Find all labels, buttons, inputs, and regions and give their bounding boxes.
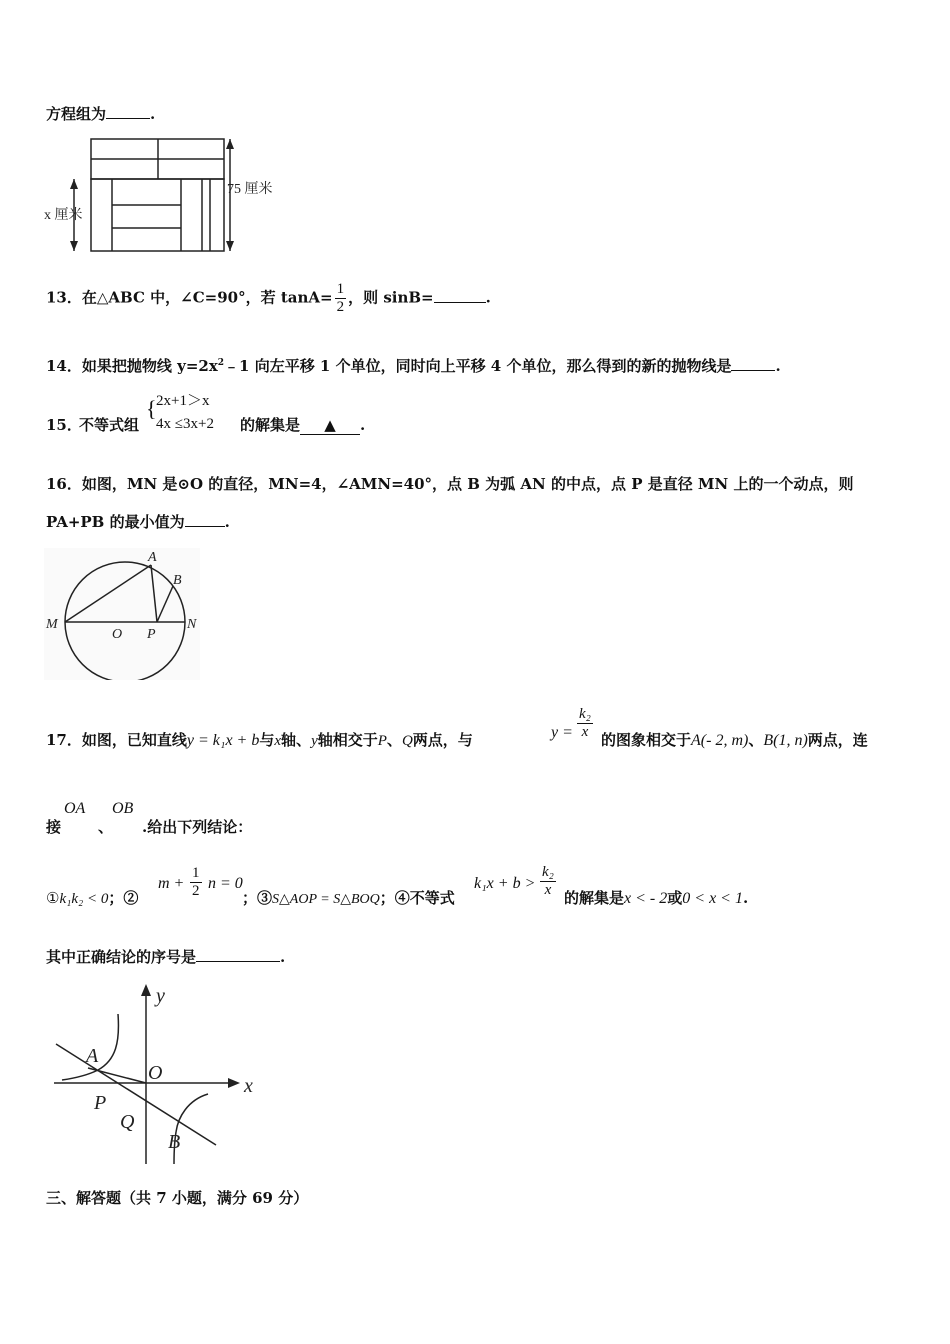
label-a: A [86,1045,99,1067]
q17-number: 17． [46,731,82,749]
shelf-bottom-box [91,179,224,251]
q17-c4-num: k₂ [542,864,554,880]
q17-c4-solution [564,887,748,908]
q16-circle-figure [44,548,200,680]
dim-75-arrow-top [226,139,234,149]
q13-frac-num: 1 [336,281,345,297]
q17-c4-mark: ④不等式 [394,889,455,907]
q15-tail [240,414,365,435]
q14-number: 14． [46,357,82,375]
q15-inequality-2: 4x ≤3x+2 [156,416,214,432]
q13-line [46,281,491,316]
label-b: B [173,573,182,588]
q17-c2-b: n = 0 [208,875,243,892]
q16-line-2 [46,511,230,532]
q15-text-a: 不等式组 [79,416,140,434]
q16-text-2: PA+PB 的最小值为 [46,513,185,531]
label-m: M [46,617,58,632]
q15-blank [300,416,360,435]
q17-semi-3: ； [379,889,395,907]
q17-c2-fraction [190,865,202,900]
q13-text-b: ，则 sinB= [348,288,434,307]
q12-tail-text: 方程组为 [46,105,107,123]
q17-c4-or: 或 [667,889,683,907]
q17-point-a: A(- 2, m) [691,732,749,749]
q17-sep-1: 、 [386,731,402,749]
q17-line-equation: y = k₁x + b [186,732,260,749]
q17-semi-2: ； [242,889,258,907]
q17-ask-end: . [280,948,286,966]
label-y: y [156,985,165,1007]
label-q: Q [120,1111,135,1133]
q17-text-1: 如图，已知直线 [81,731,187,749]
label-p: P [147,627,156,642]
answer-blank [731,369,775,371]
q15-number: 15． [46,416,82,434]
q17-c2-a: m + [158,875,185,892]
q17-sep-2: 、 [748,731,764,749]
answer-blank [185,525,225,527]
q16-line-1 [46,473,853,494]
y-axis-arrow [141,984,151,996]
q17-text-2: 与 [259,731,275,749]
label-x: x [244,1075,253,1097]
label-o: O [148,1062,163,1084]
q17-c4-lhs: k₁x + b > [474,875,536,892]
q17-hyper-num: k₂ [579,706,591,722]
q14-superscript: 2 [217,358,225,368]
q17-hyper-fraction [577,706,593,741]
q17-text-7: 两点，连 [807,731,868,749]
figure-bg [44,548,200,680]
section-3-title: 三、解答题（共 7 小题，满分 69 分） [46,1189,309,1207]
label-p: P [94,1092,107,1114]
q15-end: . [360,416,366,434]
q13-fraction [335,281,347,316]
q14-line [46,355,781,376]
q17-c1-mark: ① [46,891,60,907]
q17-graph-figure [48,982,268,1168]
q12-shelf-figure [44,133,294,255]
q17-c4-b: 的解集是 [564,889,625,907]
q13-frac-den: 2 [336,299,345,315]
q17-c4-end: . [742,889,749,907]
q17-c2-mark: ② [123,889,139,907]
q17-ask-text: 其中正确结论的序号是 [46,948,197,966]
label-b: B [168,1131,181,1153]
q17-ask-line [46,946,285,967]
q14-end: . [775,357,781,375]
q17-c1 [46,887,138,908]
q15-brace: { [146,396,157,421]
q17-text-5: 两点，与 [412,731,473,749]
q17-p-var: P [377,733,387,749]
q15-inequality-1: 2x+1＞x [156,393,210,409]
q17-oa: OA [64,800,86,817]
q16-end: . [224,513,230,531]
q17-semi-1: ； [108,889,124,907]
q17-text-3: 轴、 [281,731,312,749]
q17-line2-b: .给出下列结论： [142,818,253,836]
q14-text-b: ﹣1 向左平移 1 个单位，同时向上平移 4 个单位，那么得到的新的抛物线是 [224,357,732,375]
q17-c3-mark: ③ [257,889,273,907]
q17-c4-sol2: 0 < x < 1 [682,890,743,907]
answer-blank [196,960,280,962]
q17-c3-text: S△AOP = S△BOQ [272,892,380,907]
dim-x-arrow-bottom [70,241,78,251]
q17-c2-frac-den: 2 [192,883,200,899]
q17-c3 [242,887,455,908]
q17-point-b: B(1, n) [763,732,808,749]
q17-text-6: 的图象相交于 [601,731,692,749]
q14-text-a: 如果把抛物线 y=2x [81,357,218,375]
q17-sep-3: 、 [98,818,114,836]
q17-c4-sol1: x < - 2 [624,890,668,907]
q17-c1-text: k₁k₂ < 0 [59,891,109,907]
section-3-heading [46,1187,308,1208]
label-a: A [148,550,157,565]
label-x-cm: x 厘米 [44,208,83,223]
label-o: O [112,627,123,642]
line-k1 [56,1044,216,1145]
answer-blank [434,301,486,303]
q17-y-var: y [311,733,318,749]
q13-number: 13． [46,288,82,307]
label-n: N [187,617,197,632]
q13-end: . [485,288,491,307]
q12-end: . [150,105,156,123]
q17-part-a [46,729,473,750]
label-75cm: 75 厘米 [227,182,273,197]
dim-x-arrow-top [70,179,78,189]
q15-triangle-mark: ▲ [324,416,336,434]
x-axis-arrow [228,1078,240,1088]
q17-hyper-den: x [581,724,589,740]
q16-number: 16． [46,475,82,493]
answer-blank [106,117,150,119]
q17-hyper-lhs: y = [551,724,573,741]
q17-line2-a: 接 [46,818,62,836]
q17-q-var: Q [401,733,413,749]
q16-text-1: 如图，MN 是⊙O 的直径，MN=4，∠AMN=40°，点 B 为弧 AN 的中点，点 P 是直径 MN 上的一个动点，则 [81,475,854,493]
q17-text-4: 轴相交于 [317,731,378,749]
q17-ob: OB [112,800,134,817]
q12-tail-line [46,103,155,124]
q17-c4-den: x [544,882,552,898]
dim-75-arrow-bottom [226,241,234,251]
q15-text-b: 的解集是 [240,416,301,434]
q17-c4-fraction [540,864,556,899]
q17-c2-frac-num: 1 [192,865,200,881]
q17-part-b [601,729,868,750]
q17-x-var: x [274,733,282,749]
q13-text-a: 在△ABC 中，∠C=90°，若 tanA= [81,288,333,307]
